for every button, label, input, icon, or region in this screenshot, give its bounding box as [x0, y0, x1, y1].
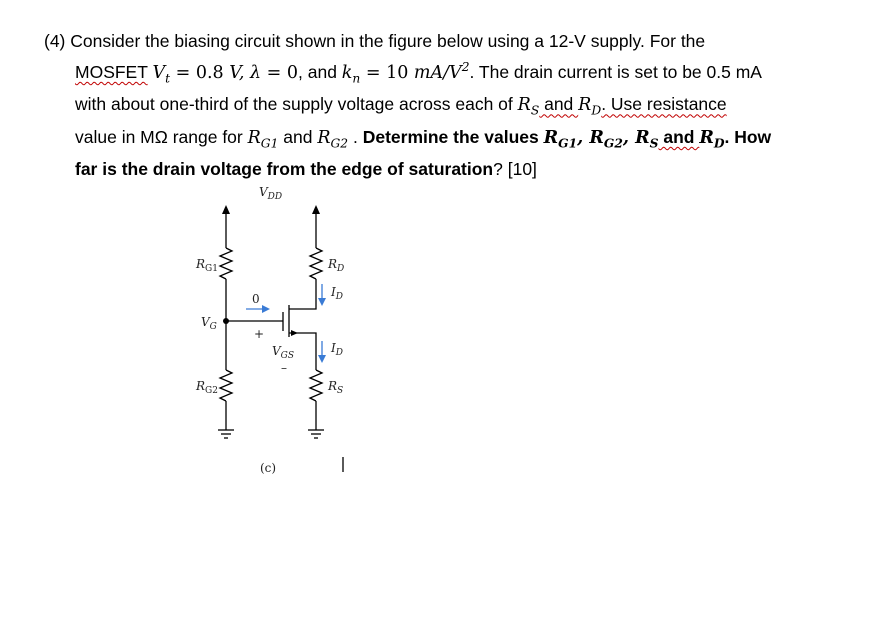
use-resistance-text: . Use resistance — [601, 94, 727, 115]
and-text-2: and — [539, 94, 579, 115]
vdd-label: $V_{DD}$ — [259, 185, 283, 202]
kn-value: = 10 — [360, 62, 414, 83]
volt-unit: V — [229, 62, 239, 83]
rg1-label: $R_{G1}$ — [196, 257, 218, 274]
bold-rg1: $R_{G1}$ — [543, 127, 578, 151]
vg-node — [223, 318, 229, 324]
dot-text: . — [348, 126, 363, 147]
marks-text: ? [10] — [493, 159, 537, 180]
rg1-symbol: $R_{G1}$ — [247, 127, 279, 151]
drain-current-text: . The drain current is set to be 0.5 mA — [469, 61, 762, 82]
how-text: . How — [724, 126, 772, 147]
bold-and: and — [658, 126, 700, 147]
lambda-symbol: , λ — [238, 62, 262, 83]
question-intro: Consider the biasing circuit shown in the figure below using a 12-V supply. For the — [70, 31, 706, 51]
vgs-label: $V_{GS}$ — [272, 344, 295, 361]
vt-value: = 0.8 — [170, 62, 230, 83]
comma-2: , — [622, 127, 636, 148]
and-text: , and — [298, 61, 342, 82]
supply-text: with about one-third of the supply voltage across each of — [75, 94, 518, 115]
vg-label: $V_G$ — [201, 315, 217, 332]
gate-current-arrowhead — [262, 305, 270, 313]
rg2-symbol: $R_{G2}$ — [317, 127, 349, 151]
figure-caption: (c) — [260, 461, 277, 475]
vdd-arrow-left — [222, 205, 230, 214]
saturation-text: far is the drain voltage from the edge of saturation — [75, 159, 494, 180]
and-text-3: and — [278, 126, 318, 147]
id-bottom-label: $I_D$ — [331, 341, 343, 358]
kn-unit: $mA/V^2$ — [413, 60, 470, 83]
rd-symbol: $R_D$ — [578, 95, 602, 118]
resistor-rd — [310, 248, 322, 279]
determine-text: Determine the values — [362, 126, 544, 147]
range-text: value in MΩ range for — [75, 126, 248, 147]
vgs-minus: – — [281, 361, 287, 375]
rs-label: $R_S$ — [328, 379, 344, 396]
gate-current-zero: 0 — [252, 292, 260, 306]
drain-lead — [289, 279, 316, 309]
rs-symbol: $R_S$ — [517, 95, 540, 118]
kn-symbol: $k_n$ — [341, 62, 361, 86]
vt-symbol: $V_t$ — [152, 62, 171, 86]
bold-rg2: $R_{G2}$ — [589, 127, 623, 151]
mosfet-word: MOSFET — [75, 61, 148, 82]
source-arrow — [291, 330, 298, 336]
id-arrowhead-bottom — [318, 355, 326, 363]
lambda-value: = 0 — [261, 62, 298, 83]
bold-rs: $R_S$ — [635, 127, 659, 151]
resistor-rs — [310, 370, 322, 401]
resistor-rg2 — [220, 370, 232, 401]
id-arrowhead-top — [318, 298, 326, 306]
bold-rd: $R_D$ — [699, 127, 725, 151]
id-top-label: $I_D$ — [331, 285, 343, 302]
rg2-label: $R_{G2}$ — [196, 379, 218, 396]
vgs-plus: + — [254, 327, 265, 341]
vdd-arrow-right — [312, 205, 320, 214]
comma-1: , — [577, 127, 590, 148]
rd-label: $R_D$ — [328, 257, 345, 274]
question-number: (4) — [44, 31, 66, 51]
resistor-rg1 — [220, 248, 232, 279]
